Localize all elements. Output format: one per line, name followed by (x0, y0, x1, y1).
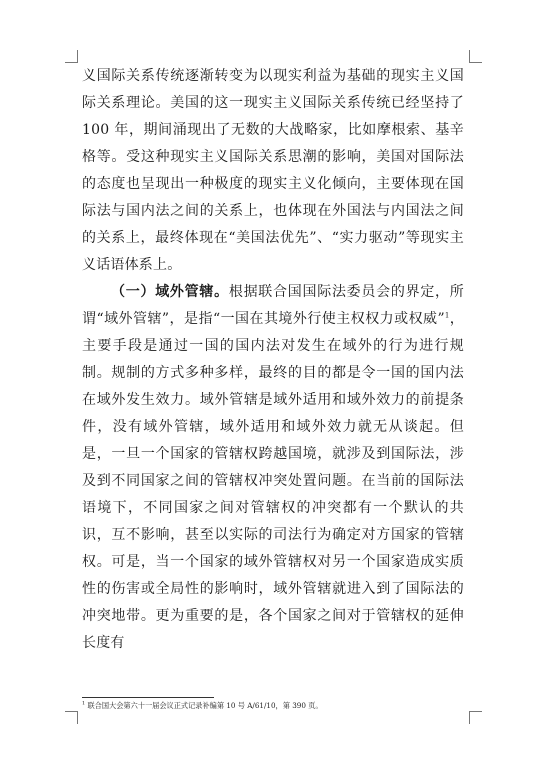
body-text (82, 63, 464, 657)
footnote-text: 联合国大会第六十一届会议正式记录补编第 10 号 A/61/10，第 390 页。 (87, 701, 323, 710)
crop-mark-top-left (65, 50, 78, 63)
paragraph-2-text-b: ，主要手段是通过一国的国内法对发生在域外的行为进行规制。规制的方式多种多样，最终的目的都是令一国的国内法在域外发生效力。域外管辖是域外适用和域外效力的前提条件，没有域外管辖，域外适用和域外效力就无从谈起。但是，一旦一个国家的管辖权跨越国境，就涉及到国际法，涉及到不同国家之间的管辖权冲突处置问题。在当前的国际法语境下，不同国家之间对管辖权的冲突都有一个默认的共识，互不影响，甚至以实际的司法行为确定对方国家的管辖权。可是，当一个国家的域外管辖权对另一个国家造成实质性的伤害或全局性的影响时，域外管辖就进入到了国际法的冲突地带。更为重要的是，各个国家之间对于管辖权的延伸长度有 (82, 311, 464, 651)
crop-mark-top-right (469, 50, 482, 63)
footnote (82, 701, 464, 711)
paragraph-2 (82, 279, 464, 657)
crop-mark-bottom-right (469, 711, 482, 724)
footnote-separator (82, 697, 214, 698)
paragraph-2-text-a: 根据联合国国际法委员会的界定，所谓“域外管辖”，是指“一国在其境外行使主权权力或权威” (82, 284, 464, 327)
paragraph-1: 义国际关系传统逐渐转变为以现实利益为基础的现实主义国际关系理论。美国的这一现实主义国际关系传统已经坚持了 100 年，期间涌现出了无数的大战略家，比如摩根索、基辛格等。受这种现实主义国际关系思潮的影响，美国对国际法的态度也呈现出一种极度的现实主义化倾向，主要体现在国际法与国内法之间的关系上，也体现在外国法与内国法之间的关系上，最终体现在“美国法优先”、“实力驱动”等现实主义话语体系上。 (82, 68, 464, 273)
section-heading: （一）域外管辖。 (111, 284, 229, 300)
footnote-reference[interactable]: 1 (444, 311, 450, 320)
footnote-marker: 1 (82, 700, 86, 707)
crop-mark-bottom-left (65, 711, 78, 724)
